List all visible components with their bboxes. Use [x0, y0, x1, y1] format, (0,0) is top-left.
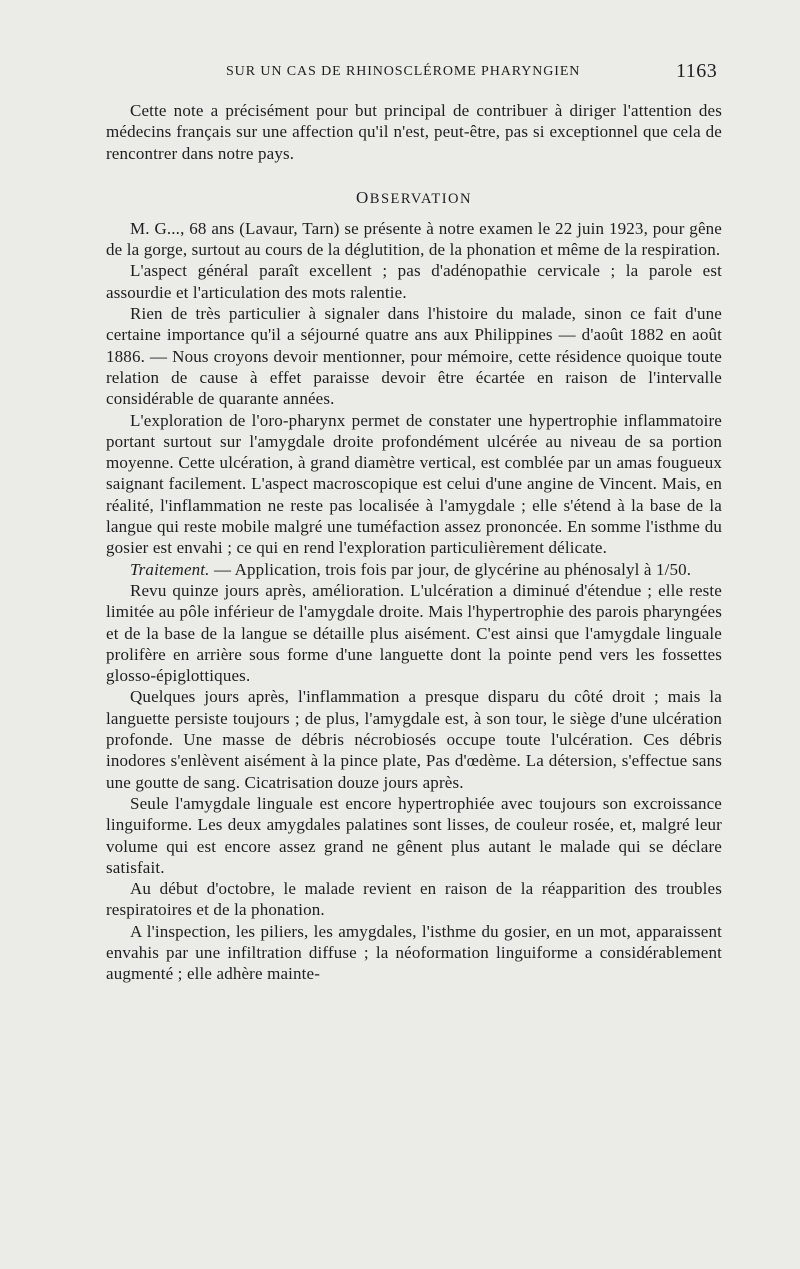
- paragraph: L'aspect général paraît excellent ; pas d'adénopathie cervicale ; la parole est assourdie et l'articulation des mots ralentie.: [106, 261, 722, 302]
- section-heading-rest: BSERVATION: [369, 190, 472, 207]
- treatment-text: — Application, trois fois par jour, de glycérine au phénosalyl à 1/50.: [209, 559, 692, 579]
- paragraph: Quelques jours après, l'inflammation a presque disparu du côté droit ; mais la languette persiste toujours ; de plus, l'amygdale est, à son tour, le siège d'une ulcération profonde. Une masse de débris nécrobiosés occupe toute l'ulcération. Ces débris inodores s'enlèvent aisément à la pince plate, Pas d'œdème. La détersion, s'effectue sans une goutte de sang. Cicatrisation douze jours après.: [106, 687, 722, 792]
- section-heading: [106, 188, 722, 208]
- page-header: [0, 60, 800, 90]
- running-title: SUR UN CAS DE RHINOSCLÉROME PHARYNGIEN: [226, 64, 581, 79]
- intro-paragraph: Cette note a précisément pour but principal de contribuer à diriger l'attention des médecins français sur une affection qu'il n'est, peut-être, pas si exceptionnel que cela de rencontrer dans notre pays.: [106, 101, 722, 163]
- paragraph: L'exploration de l'oro-pharynx permet de constater une hypertrophie inflammatoire portant surtout sur l'amygdale droite profondément ulcérée au niveau de sa portion moyenne. Cette ulcération, à grand diamètre vertical, est comblée par un amas fougueux saignant facilement. L'aspect macroscopique est celui d'une angine de Vincent. Mais, en réalité, l'inflammation ne reste pas localisée à l'amygdale ; elle s'étend à la base de la langue qui reste mobile malgré une tuméfaction assez prononcée. En somme l'isthme du gosier est envahi ; ce qui en rend l'exploration particulièrement délicate.: [106, 410, 722, 558]
- treatment-paragraph: [106, 559, 722, 580]
- paragraph: M. G..., 68 ans (Lavaur, Tarn) se présente à notre examen le 22 juin 1923, pour gêne de la gorge, surtout au cours de la déglutition, de la phonation et même de la respiration.: [106, 218, 722, 260]
- paragraph: Seule l'amygdale linguale est encore hypertrophiée avec toujours son excroissance linguiforme. Les deux amygdales palatines sont lisses, de couleur rosée, et, malgré leur volume qui est encore assez grand ne gênent plus autant le malade qui se déclare satisfait.: [106, 793, 722, 877]
- treatment-label: Traitement.: [130, 559, 210, 579]
- paragraph: Rien de très particulier à signaler dans l'histoire du malade, sinon ce fait d'une certaine importance qu'il a séjourné quatre ans aux Philippines — d'août 1882 en août 1886. — Nous croyons devoir mentionner, pour mémoire, cette résidence quoique toute relation de cause à effet paraisse devoir être écartée en raison de l'intervalle considérable de quarante années.: [106, 304, 722, 409]
- paragraph: Au début d'octobre, le malade revient en raison de la réapparition des troubles respiratoires et de la phonation.: [106, 879, 722, 920]
- page-body: [106, 100, 722, 985]
- paragraph: Revu quinze jours après, amélioration. L'ulcération a diminué d'étendue ; elle reste limitée au pôle inférieur de l'amygdale droite. Mais l'hypertrophie des parois pharyngées et de la base de la langue se détaille plus aisément. C'est ainsi que l'amygdale linguale prolifère en arrière sous forme d'une languette dont la pointe pend vers les fossettes glosso-épiglottiques.: [106, 580, 722, 686]
- paragraph: A l'inspection, les piliers, les amygdales, l'isthme du gosier, en un mot, apparaissent envahis par une infiltration diffuse ; la néoformation linguiforme a considérablement augmenté ; elle adhère mainte-: [106, 921, 722, 984]
- page-number: 1163: [676, 60, 718, 82]
- section-heading-initial: O: [356, 187, 370, 207]
